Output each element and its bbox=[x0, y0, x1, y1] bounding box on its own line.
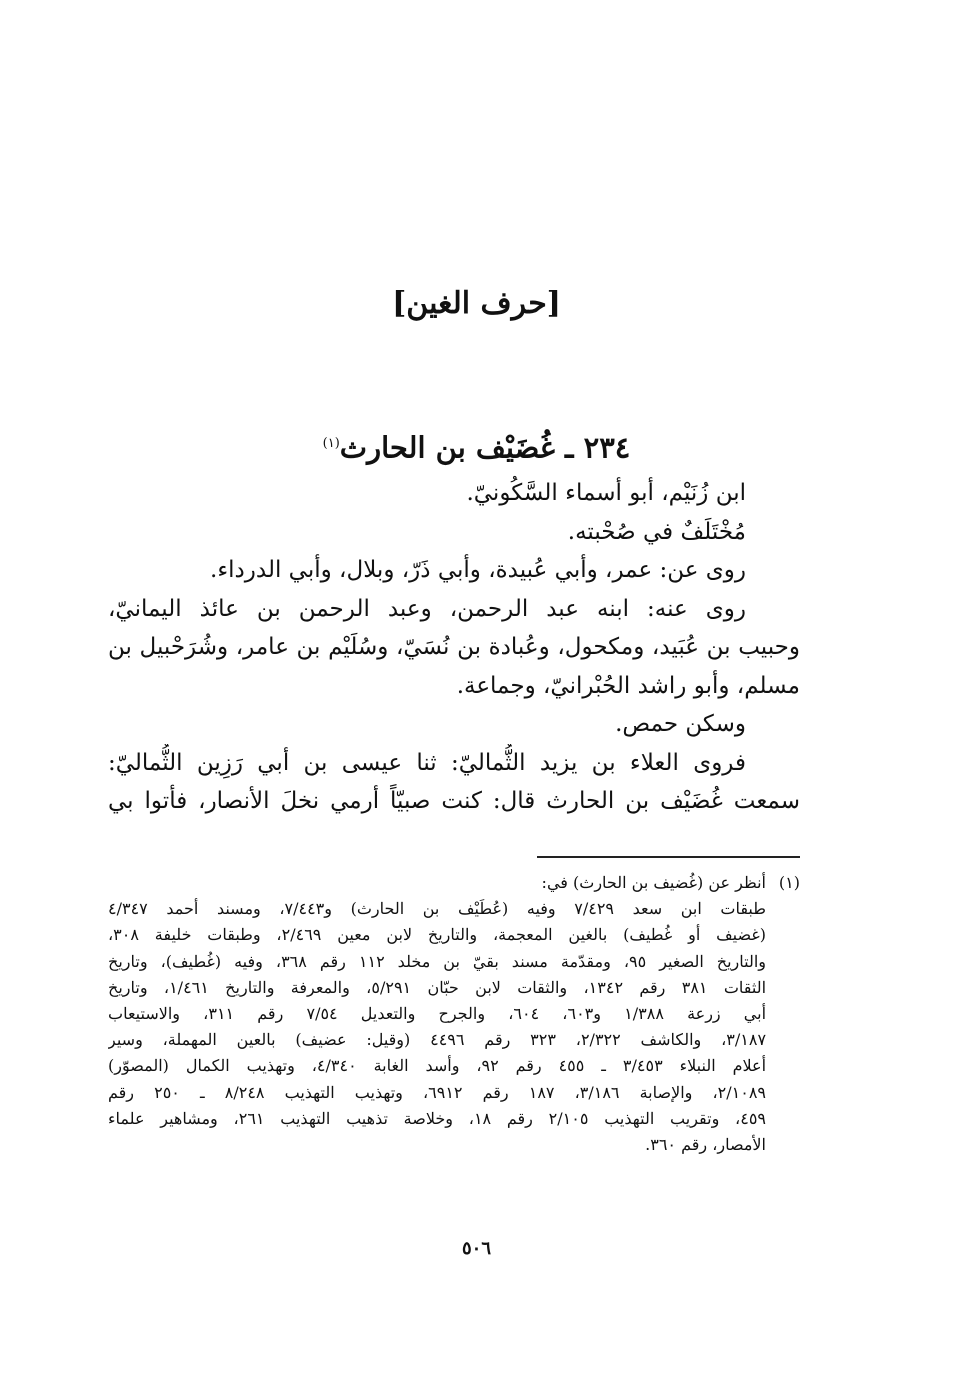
body-line: وسكن حمص. bbox=[615, 711, 746, 737]
entry-title-text: ٢٣٤ ـ غُضَيْف بن الحارث bbox=[339, 430, 631, 465]
entry-body bbox=[108, 474, 800, 821]
page-number: ٥٠٦ bbox=[461, 1238, 491, 1259]
body-line: مسلم، وأبو راشد الحُبْرانيّ، وجماعة. bbox=[456, 672, 800, 699]
entry-footnote-ref: (١) bbox=[322, 436, 340, 451]
footnote-line: والتاريخ الصغير ٩٥، ومقدّمة مسند بقيّ بن مخلد ١١٢ رقم ٣٦٨، وفيه (غُطيف)، وتاريخ bbox=[108, 951, 767, 971]
footnote-line: أبي زرعة ١/٣٨٨ و٦٠٣، ٦٠٤، والجرح والتعديل ٧/٥٤ رقم ٣١١، والاستيعاب bbox=[108, 1003, 767, 1023]
entry-title bbox=[0, 424, 953, 468]
footnote-marker: (١) bbox=[778, 873, 800, 892]
body-line: فروى العلاء بن يزيد الثُّماليّ: ثنا عيسى بن أبي رَزِين الثُّماليّ: bbox=[108, 749, 746, 776]
footnote-line bbox=[108, 870, 800, 896]
footnote-divider bbox=[537, 856, 800, 858]
body-line: سمعت غُضَيْف بن الحارث قال: كنت صبيّاً أرمي نخلَ الأنصار، فأتوا بي bbox=[108, 788, 800, 814]
footnote-line: أعلام النبلاء ٣/٤٥٣ ـ ٤٥٥ رقم ٩٢، وأسد الغابة ٤/٣٤٠، وتهذيب الكمال (المصوّر) bbox=[108, 1056, 767, 1076]
body-line: روى عن: عمر، وأبي عُبيدة، وأبي ذَرّ، وبلال، وأبي الدرداء. bbox=[210, 557, 746, 583]
footnote-line: (غضيف أو غُطيف) بالغين المعجمة، والتاريخ لابن معين ٢/٤٦٩، وطبقات خليفة ٣٠٨، bbox=[108, 925, 766, 945]
footnote bbox=[108, 870, 800, 1158]
footnote-line: ٣/١٨٧، والكاشف ٢/٣٢٢، ٣٢٣ رقم ٤٤٩٦ (وقيل: عضيف) بالعين المهملة، وسير bbox=[108, 1030, 767, 1050]
footnote-line: ٢/١٠٨٩، والإصابة ٣/١٨٦، ١٨٧ رقم ٦٩١٢، وتهذيب التهذيب ٨/٢٤٨ ـ ٢٥٠ رقم bbox=[108, 1082, 766, 1102]
footnote-line-text: أنظر عن (غُضيف بن الحارث) في: bbox=[541, 873, 766, 892]
footnote-line: الثقات ٣٨١ رقم ١٣٤٢، والثقات لابن حبّان ٥/٢٩١، والمعرفة والتاريخ ١/٤٦١، وتاريخ bbox=[108, 977, 767, 997]
body-line: وحبيب بن عُبَيد، ومكحول، وعُبادة بن نُسَيّ، وسُلَيْم بن عامر، وشُرَحْبيل بن bbox=[108, 634, 800, 660]
footnote-line: ٤٥٩، وتقريب التهذيب ٢/١٠٥ رقم ١٨، وخلاصة تذهيب التهذيب ٢٦١، ومشاهير علماء bbox=[108, 1108, 767, 1128]
body-line: مُخْتَلَفٌ في صُحْبته. bbox=[567, 518, 746, 545]
body-line: ابن زُنَيْم، أبو أسماء السَّكُونيّ. bbox=[466, 480, 746, 506]
chapter-heading: [حرف الغين] bbox=[392, 286, 561, 321]
body-line: روى عنه: ابنه عبد الرحمن، وعبد الرحمن بن عائذ اليمانيّ، bbox=[108, 595, 746, 622]
footnote-line: الأمصار، رقم ٣٦٠. bbox=[645, 1134, 766, 1154]
footnote-line: طبقات ابن سعد ٧/٤٢٩ وفيه (عُطَيْف بن الحارث) و٧/٤٤٣، ومسند أحمد ٤/٣٤٧ bbox=[108, 899, 766, 919]
